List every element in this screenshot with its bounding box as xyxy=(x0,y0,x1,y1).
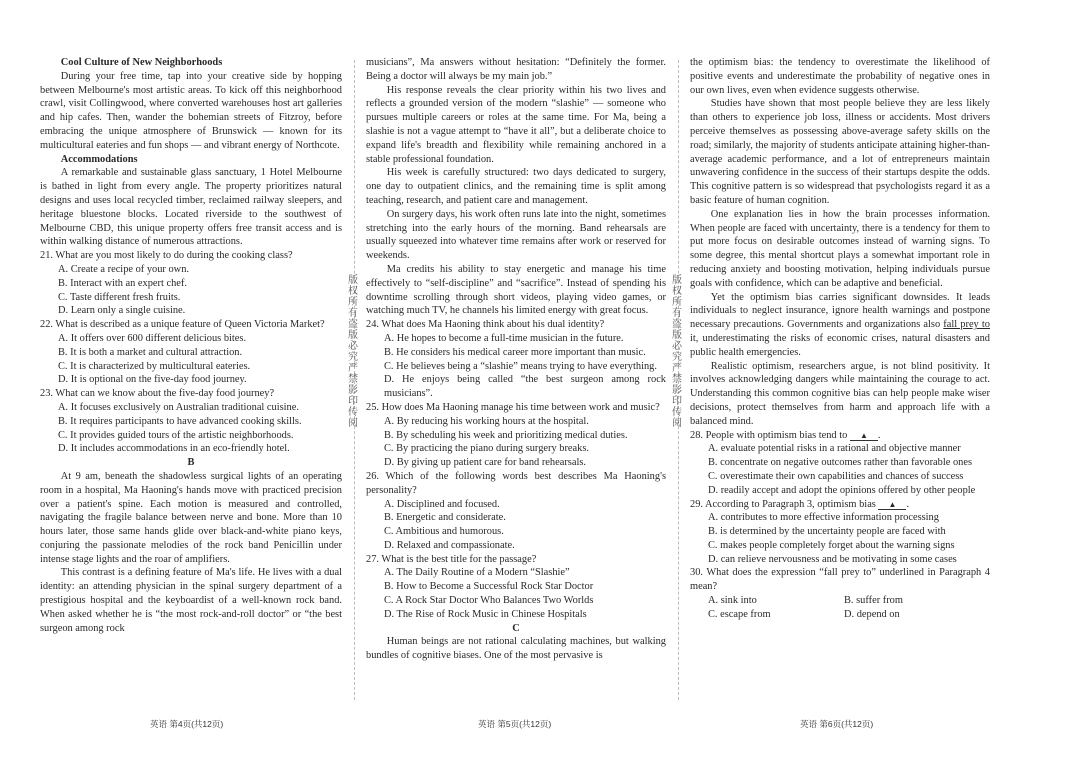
question-28: 28. People with optimism bias tend to ▲ . xyxy=(690,429,881,441)
option[interactable]: D. depend on xyxy=(844,608,900,620)
option[interactable]: C. overestimate their own capabilities and chances of success xyxy=(708,470,964,482)
option[interactable]: A. Create a recipe of your own. xyxy=(58,263,189,275)
paragraph: On surgery days, his work often runs late into the night, sometimes stretching into the early hours of the morning. Band rehearsals are usually squeezed into whatever time remains after work or reserved for weekends. xyxy=(366,208,666,262)
option-row xyxy=(690,594,990,608)
paragraph: One explanation lies in how the brain processes information. When people are faced with uncertainty, there is a tendency for them to put more focus on desirable outcomes instead of warning signs. To some degree, this mental shortcut plays a somewhat important role in reducing anxiety and boosting motivation, helping individuals pursue goals with confidence, which can be adaptive and beneficial. xyxy=(690,208,990,289)
page-5-column xyxy=(366,56,666,663)
option[interactable]: C. escape from xyxy=(708,608,771,620)
question-text: 29. According to Paragraph 3, optimism bias xyxy=(690,498,876,510)
paragraph: This contrast is a defining feature of Ma's life. He lives with a dual identity: an attending physician in the spinal surgery department of a prestigious hospital and the keyboardist of a well-known rock band. When asked whether he is “the most rock-and-roll doctor” or “the best surgeon among rock xyxy=(40,567,342,634)
option[interactable]: A. contributes to more effective information processing xyxy=(708,512,939,524)
passage-a-title: Cool Culture of New Neighborhoods xyxy=(60,57,223,68)
option[interactable]: B. Interact with an expert chef. xyxy=(58,277,187,289)
option[interactable]: B. Energetic and considerate. xyxy=(384,512,506,524)
option[interactable]: B. He considers his medical career more important than music. xyxy=(384,346,646,358)
paragraph: Ma credits his ability to stay energetic and manage his time effectively to “self-discipline” and “sacrifice”. Instead of spending his downtime scrolling through short videos, playing video games, or watching much TV, he channels his limited energy with great focus. xyxy=(366,263,666,317)
option[interactable]: A. He hopes to become a full-time musician in the future. xyxy=(384,332,624,344)
option[interactable]: D. He enjoys being called “the best surgeon among rock musicians”. xyxy=(384,374,666,400)
option[interactable]: C. makes people completely forget about the warning signs xyxy=(708,539,955,551)
paragraph: At 9 am, beneath the shadowless surgical lights of an operating room in a hospital, Ma Haoning's hands move with practiced precision over a patient's spine. Each motion is measured and controlled, navigating the fragile balance between nerve and bone. More than 10 hours later, those same hands glide over black-and-white piano keys, conjuring the passionate melodies of the rock band Penicillin under intense stage lights and the roar of amplifiers. xyxy=(40,470,342,565)
option[interactable]: D. It includes accommodations in an eco-friendly hotel. xyxy=(58,443,290,455)
question-27: 27. What is the best title for the passage? xyxy=(366,553,537,565)
option[interactable]: B. It requires participants to have advanced cooking skills. xyxy=(58,415,302,427)
option[interactable]: A. sink into xyxy=(708,595,757,607)
paragraph: During your free time, tap into your creative side by hopping between Melbourne's most artistic areas. To kick off this neighborhood crawl, visit Collingwood, where converted warehouses host art galleries and hip cafes. Then, wander the bohemian streets of Fitzroy, before embracing the unique atmosphere of Brunswick — known for its multicultural eateries and fun shops — and vibrant energy of Northcote. xyxy=(40,70,342,151)
paragraph: Realistic optimism, researchers argue, is not blind positivity. It involves acknowledging dangers while maintaining the courage to act. Understanding this common cognitive bias can help people make wiser decisions, protect themselves from harm and approach life with a balanced mind. xyxy=(690,360,990,427)
option[interactable]: D. can relieve nervousness and be motivating in some cases xyxy=(708,553,957,565)
option[interactable]: D. The Rise of Rock Music in Chinese Hospitals xyxy=(384,608,587,620)
option[interactable]: C. He believes being a “slashie” means trying to have everything. xyxy=(384,360,657,372)
option[interactable]: C. Taste different fresh fruits. xyxy=(58,291,181,303)
page-6-column xyxy=(690,56,990,622)
question-23: 23. What can we know about the five-day food journey? xyxy=(40,388,275,400)
paragraph: A remarkable and sustainable glass sanctuary, 1 Hotel Melbourne is bathed in light from every angle. The property prioritizes natural designs and uses local recycled timber, reclaimed railway sleepers, and heritage bluestone blocks. Located riverside to the southwest of Melbourne CBD, this unique property offers free transit access and is within walking distance of numerous attractions. xyxy=(40,167,342,248)
paragraph: the optimism bias: the tendency to overestimate the likelihood of positive events and underestimate the probability of negative ones in our own lives, even when evidence suggests otherwise. xyxy=(690,57,990,96)
page-footer: 英语 第5页(共12页) xyxy=(478,719,552,729)
option[interactable]: B. is determined by the uncertainty people are faced with xyxy=(708,526,946,538)
option[interactable]: A. Disciplined and focused. xyxy=(384,498,500,510)
paragraph xyxy=(690,291,990,360)
option[interactable]: A. The Daily Routine of a Modern “Slashie” xyxy=(384,567,570,579)
answer-blank: ▲ xyxy=(850,431,878,441)
question-21: 21. What are you most likely to do during the cooking class? xyxy=(40,250,293,262)
page-footer: 英语 第4页(共12页) xyxy=(150,719,224,729)
section-c-label: C xyxy=(512,622,520,634)
section-b-label: B xyxy=(187,457,195,469)
question-30: 30. What does the expression “fall prey to” underlined in Paragraph 4 mean? xyxy=(690,567,990,593)
option[interactable]: A. It focuses exclusively on Australian traditional cuisine. xyxy=(58,401,299,413)
question-24: 24. What does Ma Haoning think about his dual identity? xyxy=(366,319,605,331)
option[interactable]: A. By reducing his working hours at the hospital. xyxy=(384,415,589,427)
question-25: 25. How does Ma Haoning manage his time between work and music? xyxy=(366,401,660,413)
paragraph-text: Yet the optimism bias carries significant downsides. It leads individuals to neglect insurance, ignore health warnings and postpone necessary precautions. Governments and organizations also xyxy=(690,291,990,331)
option[interactable]: D. Learn only a single cuisine. xyxy=(58,305,186,317)
question-26: 26. Which of the following words best describes Ma Haoning's personality? xyxy=(366,470,666,496)
paragraph: His week is carefully structured: two days dedicated to surgery, one day to outpatient clinics, and the remaining time is split among teaching, research, and patient care and management. xyxy=(366,167,666,206)
option[interactable]: A. evaluate potential risks in a rational and objective manner xyxy=(708,443,961,455)
option-row xyxy=(690,608,990,622)
paragraph: Studies have shown that most people believe they are less likely than others to experience job loss, illness or accidents. Most drivers perceive themselves as possessing above-average safety skills on the road; similarly, the majority of students anticipate attaining higher-than-average academic performance, and a lot of entrepreneurs maintain unwavering confidence in the success of their startups despite the odds. This cognitive pattern is so widespread that psychologists regard it as a basic feature of human cognition. xyxy=(690,98,990,206)
paragraph: Human beings are not rational calculating machines, but walking bundles of cognitive biases. One of the most pervasive is xyxy=(366,636,666,662)
section-heading: Accommodations xyxy=(60,153,138,165)
option[interactable]: D. Relaxed and compassionate. xyxy=(384,539,515,551)
option[interactable]: A. It offers over 600 different delicious bites. xyxy=(58,332,247,344)
option[interactable]: C. Ambitious and humorous. xyxy=(384,526,504,538)
option[interactable]: B. By scheduling his week and prioritizing medical duties. xyxy=(384,429,628,441)
option[interactable]: D. By giving up patient care for band rehearsals. xyxy=(384,457,586,469)
option[interactable]: D. It is optional on the five-day food journey. xyxy=(58,374,247,386)
option[interactable]: B. It is both a market and cultural attraction. xyxy=(58,346,243,358)
option[interactable]: B. suffer from xyxy=(844,595,903,607)
page-footer: 英语 第6页(共12页) xyxy=(800,719,874,729)
copyright-stamp: 版权所有 盗版必究 严禁影印传阅 xyxy=(672,275,682,429)
option[interactable]: B. How to Become a Successful Rock Star Doctor xyxy=(384,581,594,593)
paragraph-text: it, underestimating the risks of economic crises, natural disasters and public health emergencies. xyxy=(690,332,990,358)
underlined-phrase: fall prey to xyxy=(943,319,990,331)
answer-blank: ▲ xyxy=(878,500,906,510)
copyright-stamp: 版权所有 盗版必究 严禁影印传阅 xyxy=(348,275,358,429)
option[interactable]: D. readily accept and adopt the opinions offered by other people xyxy=(708,484,976,496)
option[interactable]: C. It is characterized by multicultural eateries. xyxy=(58,360,251,372)
paragraph: musicians”, Ma answers without hesitation: “Definitely the former. Being a doctor will always be my main job.” xyxy=(366,57,666,82)
page-4-column xyxy=(40,56,342,635)
question-text: 28. People with optimism bias tend to xyxy=(690,429,848,441)
question-22: 22. What is described as a unique feature of Queen Victoria Market? xyxy=(40,319,325,331)
option[interactable]: C. It provides guided tours of the artistic neighborhoods. xyxy=(58,429,294,441)
option[interactable]: C. A Rock Star Doctor Who Balances Two Worlds xyxy=(384,595,594,607)
option[interactable]: B. concentrate on negative outcomes rather than favorable ones xyxy=(708,457,972,469)
option[interactable]: C. By practicing the piano during surgery breaks. xyxy=(384,443,589,455)
paragraph: His response reveals the clear priority within his two lives and reflects a grounded version of the modern “slashie” — someone who pursues multiple careers or roles at the same time. For Ma, being a slashie is not a vague attempt to “have it all”, but a deliberate choice to expand life's breadth and flexibility while remaining anchored in a stable professional foundation. xyxy=(366,84,666,165)
question-29: 29. According to Paragraph 3, optimism bias ▲ . xyxy=(690,498,910,510)
